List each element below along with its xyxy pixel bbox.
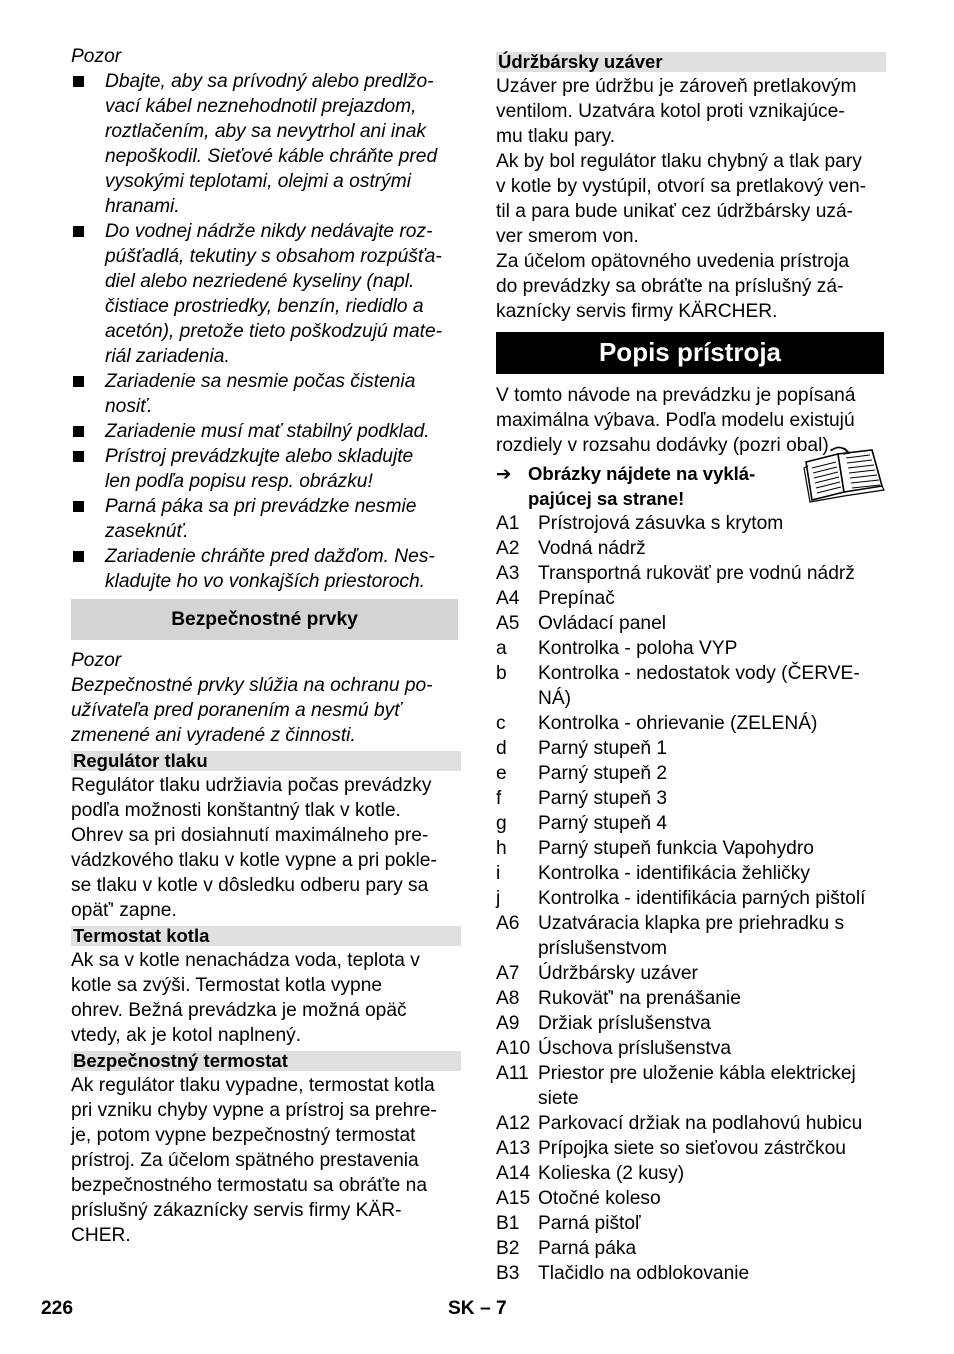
item-label: Parný stupeň 1 [538, 738, 668, 759]
list-item [496, 1061, 888, 1111]
maintenance-text-2: Ak by bol regulátor tlaku chybný a tlak pary v kotle by vystúpil, otvorí sa pretlakový ven- til a para bude unikať cez údržbársky uzá- ver smerom von. [496, 151, 867, 247]
item-label: Parný stupeň 3 [538, 788, 668, 809]
item-key: i [496, 863, 501, 884]
list-item [496, 661, 888, 711]
list-item [496, 636, 888, 661]
item-key: A4 [496, 588, 520, 609]
item-label: Otočné koleso [538, 1188, 661, 1209]
item-key: A14 [496, 1163, 531, 1184]
bullet-text: Do vodnej nádrže nikdy nedávajte roz- púšťadlá, tekutiny s obsahom rozpúšťa- diel alebo nezriedené kyseliny (napl. čistiace prostriedky, benzín, riedidlo a acetón), pretože tieto poškodzujú mate- riál zariadenia. [105, 221, 443, 367]
item-label: Tlačidlo na odblokovanie [538, 1263, 750, 1284]
item-label: Kontrolka - poloha VYP [538, 638, 738, 659]
item-key: g [496, 813, 507, 834]
caution-bullet-list [71, 69, 461, 594]
chapter-title-device-description: Popis prístroja [496, 332, 884, 374]
bullet-text: Dbajte, aby sa prívodný alebo predlžo- vací kábel neznehodnotil prejazdom, roztlačením, aby sa nevytrhol ani inak nepoškodil. Sieťové káble chráňte pred vysokými teplotami, olejmi a ostrými hranami. [105, 71, 438, 217]
safety-thermostat-text: Ak regulátor tlaku vypadne, termostat kotla pri vzniku chyby vypne a prístroj sa prehre- je, potom vypne bezpečnostný termostat prístroj. Za účelom spätného prestavenia bezpečnostného termostatu sa obráťte na príslušný zákaznícky servis firmy KÄR- CHER. [71, 1075, 437, 1246]
item-label: Úschova príslušenstva [538, 1038, 732, 1059]
caution-bullet [71, 219, 461, 369]
item-key: A2 [496, 538, 520, 559]
item-label: Držiak príslušenstva [538, 1013, 711, 1034]
pressure-regulator-text: Regulátor tlaku udržiavia počas prevádzky podľa možnosti konštantný tlak v kotle. Ohrev sa pri dosiahnutí maximálneho pre- vádzkového tlaku v kotle vypne a pri pokle- se tlaku v kotle v dôsledku odberu pary sa opäť' zapne. [71, 775, 437, 921]
item-key: A15 [496, 1188, 531, 1209]
bullet-text: Zariadenie chráňte pred dažďom. Nes- kladujte ho vo vonkajších priestoroch. [105, 546, 435, 592]
list-item [496, 1236, 888, 1261]
item-key: d [496, 738, 507, 759]
item-label: Ovládací panel [538, 613, 666, 634]
caution-label: Pozor [71, 46, 122, 67]
caution-text-2: Bezpečnostné prvky slúžia na ochranu po- užívateľa pred poranením a nesmú byť zmenené ani vyradené z činnosti. [71, 675, 433, 746]
item-label: Parný stupeň 4 [538, 813, 668, 834]
component-list [496, 511, 888, 1286]
item-key: B2 [496, 1238, 520, 1259]
item-key: h [496, 838, 507, 859]
item-key: A5 [496, 613, 520, 634]
item-label: Parná páka [538, 1238, 637, 1259]
figure-reference-text: Obrázky nájdete na vyklá- pajúcej sa strane! [528, 463, 756, 509]
item-key: f [496, 788, 502, 809]
item-label: Rukoväť' na prenášanie [538, 988, 741, 1009]
square-bullet-icon [73, 76, 84, 87]
item-label: Kontrolka - identifikácia žehličky [538, 863, 810, 884]
square-bullet-icon [73, 226, 84, 237]
device-description-intro: V tomto návode na prevádzku je popísaná maximálna výbava. Podľa modelu existujú rozdiely v rozsahu dodávky (pozri obal). [496, 385, 856, 456]
list-item [496, 1161, 888, 1186]
maintenance-text-1: Uzáver pre údržbu je zároveň pretlakovým ventilom. Uzatvára kotol proti vznikajúce- mu tlaku pary. [496, 76, 857, 147]
item-label: Priestor pre uloženie kábla elektrickej siete [538, 1063, 856, 1109]
subheading-boiler-thermostat: Termostat kotla [71, 926, 461, 946]
square-bullet-icon [73, 451, 84, 462]
list-item [496, 1011, 888, 1036]
list-item [496, 1211, 888, 1236]
item-key: a [496, 638, 507, 659]
item-label: Kontrolka - ohrievanie (ZELENÁ) [538, 713, 818, 734]
list-item [496, 786, 888, 811]
list-item [496, 1111, 888, 1136]
list-item [496, 1136, 888, 1161]
item-key: B1 [496, 1213, 520, 1234]
item-label: Prepínač [538, 588, 615, 609]
caution-bullet [71, 444, 461, 494]
item-key: A6 [496, 913, 520, 934]
item-key: A7 [496, 963, 520, 984]
left-column [71, 44, 461, 1248]
list-item [496, 911, 888, 961]
list-item [496, 736, 888, 761]
item-label: Kontrolka - nedostatok vody (ČERVE- NÁ) [538, 663, 860, 709]
list-item [496, 1036, 888, 1061]
maintenance-text-3: Za účelom opätovného uvedenia prístroja do prevádzky sa obráťte na príslušný zá- kaznícky servis firmy KÄRCHER. [496, 251, 850, 322]
item-key: B3 [496, 1263, 520, 1284]
item-key: A9 [496, 1013, 520, 1034]
item-key: j [496, 888, 501, 909]
item-label: Vodná nádrž [538, 538, 646, 559]
bullet-text: Parná páka sa pri prevádzke nesmie zaseknúť. [105, 496, 417, 542]
list-item [496, 1261, 888, 1286]
caution-bullet [71, 69, 461, 219]
subheading-safety-thermostat: Bezpečnostný termostat [71, 1051, 461, 1071]
caution-bullet [71, 494, 461, 544]
caution-bullet [71, 419, 461, 444]
item-label: Údržbársky uzáver [538, 963, 698, 984]
caution-bullet [71, 544, 461, 594]
item-key: A8 [496, 988, 520, 1009]
section-page-label: SK – 7 [448, 1298, 507, 1319]
item-key: A12 [496, 1113, 531, 1134]
list-item [496, 886, 888, 911]
item-key: e [496, 763, 507, 784]
item-label: Parný stupeň 2 [538, 763, 668, 784]
caution-label-2: Pozor [71, 650, 122, 671]
list-item [496, 1186, 888, 1211]
square-bullet-icon [73, 426, 84, 437]
item-label: Kolieska (2 kusy) [538, 1163, 685, 1184]
list-item [496, 761, 888, 786]
arrow-right-icon: ➔ [496, 463, 512, 484]
bullet-text: Prístroj prevádzkujte alebo skladujte len podľa popisu resp. obrázku! [105, 446, 414, 492]
item-label: Parný stupeň funkcia Vapohydro [538, 838, 814, 859]
open-book-icon [802, 446, 886, 504]
item-label: Prípojka siete so sieťovou zástrčkou [538, 1138, 846, 1159]
list-item [496, 511, 888, 536]
list-item [496, 561, 888, 586]
square-bullet-icon [73, 501, 84, 512]
list-item [496, 711, 888, 736]
item-key: A10 [496, 1038, 531, 1059]
item-label: Parná pištoľ [538, 1213, 641, 1234]
square-bullet-icon [73, 551, 84, 562]
subheading-maintenance-cap: Údržbársky uzáver [496, 52, 886, 72]
list-item [496, 861, 888, 886]
item-label: Kontrolka - identifikácia parných pištolí [538, 888, 866, 909]
subheading-pressure-regulator: Regulátor tlaku [71, 751, 461, 771]
list-item [496, 586, 888, 611]
item-key: A11 [496, 1063, 529, 1084]
page-number: 226 [41, 1298, 74, 1319]
item-key: b [496, 663, 507, 684]
section-heading-safety-elements: Bezpečnostné prvky [71, 599, 458, 640]
list-item [496, 536, 888, 561]
item-key: c [496, 713, 506, 734]
item-key: A13 [496, 1138, 531, 1159]
bullet-text: Zariadenie sa nesmie počas čistenia nosiť. [105, 371, 416, 417]
item-key: A3 [496, 563, 520, 584]
item-label: Prístrojová zásuvka s krytom [538, 513, 784, 534]
list-item [496, 836, 888, 861]
list-item [496, 961, 888, 986]
caution-bullet [71, 369, 461, 419]
right-column [496, 44, 888, 1286]
list-item [496, 811, 888, 836]
bullet-text: Zariadenie musí mať stabilný podklad. [105, 421, 430, 442]
boiler-thermostat-text: Ak sa v kotle nenachádza voda, teplota v kotle sa zvýši. Termostat kotla vypne ohrev. Bežná prevádzka je možná opäč vtedy, ak je kotol naplnený. [71, 950, 420, 1046]
list-item [496, 611, 888, 636]
square-bullet-icon [73, 376, 84, 387]
item-label: Uzatváracia klapka pre priehradku s príslušenstvom [538, 913, 845, 959]
item-label: Parkovací držiak na podlahovú hubicu [538, 1113, 863, 1134]
item-label: Transportná rukoväť pre vodnú nádrž [538, 563, 855, 584]
item-key: A1 [496, 513, 520, 534]
list-item [496, 986, 888, 1011]
